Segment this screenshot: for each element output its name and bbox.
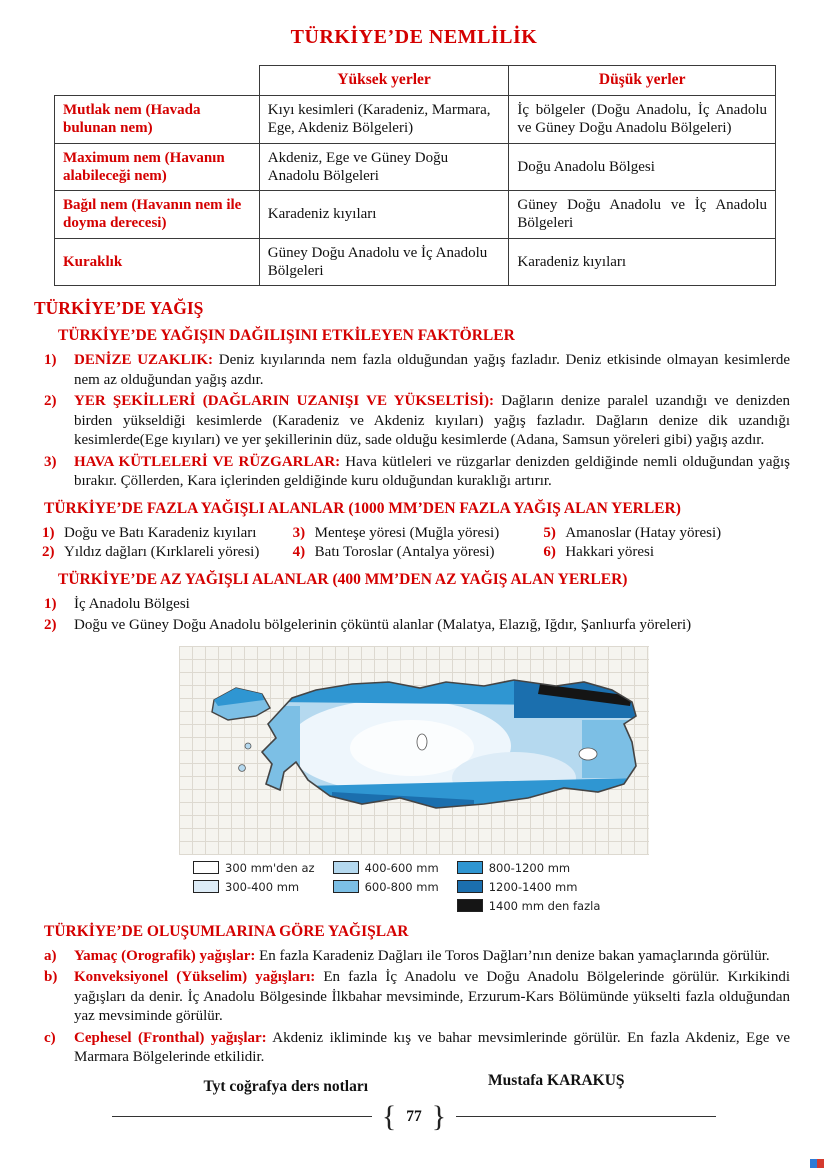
page-number-group <box>372 1099 456 1133</box>
item-lead: Konveksiyonel (Yükselim) yağışları: <box>74 969 316 986</box>
item-number: 1) <box>44 352 57 369</box>
footer-rule-left <box>112 1116 372 1117</box>
row-label: Bağıl nem (Havanın nem ile doyma derecesi) <box>55 191 260 239</box>
legend-swatch <box>193 861 219 874</box>
item-body <box>74 453 794 492</box>
list-item <box>42 543 293 563</box>
list-item <box>44 947 794 967</box>
legend-label: 800-1200 mm <box>488 860 571 875</box>
list-item <box>42 524 293 544</box>
item-text: Deniz kıyılarında nem fazla olduğundan yağış fazladır. Deniz etkisinde olmayan kesimlerde nem az olduğundan yağış azdır. <box>74 352 790 388</box>
item-body <box>74 968 794 1027</box>
list-item <box>293 543 544 563</box>
item-text: Hava kütleleri ve rüzgarlar denizden geldiğinde nemli olduğundan yağış bırakır. Çöllerden, Kara içlerinden geldiğinde kuru olduğundan kuraklığı artırır. <box>74 453 790 490</box>
map-grid-paper <box>179 646 649 855</box>
subheading-rain-types: TÜRKİYE’DE OLUŞUMLARINA GÖRE YAĞIŞLAR <box>44 922 409 940</box>
legend-label: 300 mm'den az <box>225 860 315 875</box>
item-lead: Cephesel (Fronthal) yağışlar: <box>74 1029 267 1046</box>
item-letter: c) <box>44 1029 56 1046</box>
item-lead: DENİZE UZAKLIK: <box>74 352 214 369</box>
table-row <box>55 238 776 286</box>
item-text: Hakkari yöresi <box>565 544 655 561</box>
table-row <box>55 191 776 239</box>
item-body <box>74 1029 794 1068</box>
item-text: İç Anadolu Bölgesi <box>74 595 190 612</box>
legend-item <box>457 899 601 913</box>
table-header-row <box>55 66 776 96</box>
cell-low: Güney Doğu Anadolu ve İç Anadolu Bölgeleri <box>509 191 776 239</box>
right-bracket: } <box>431 1099 447 1133</box>
rain-types-list <box>44 947 794 1068</box>
legend-item <box>333 880 439 894</box>
factors-list <box>44 351 794 492</box>
humidity-table <box>54 65 776 286</box>
list-item <box>44 968 794 1027</box>
legend-swatch <box>457 861 483 874</box>
list-item <box>293 524 544 544</box>
item-text: En fazla İç Anadolu ve Doğu Anadolu Bölgelerinde görülür. Kırkikindi yağışları da denir. İç Anadolu Bölgesinde İlkbahar mevsiminde, Erzurum-Kars Bölümünde yükselti fazla olduğundan yaz mevsiminde görülür. <box>74 969 790 1025</box>
item-text: Menteşe yöresi (Muğla yöresi) <box>314 524 500 541</box>
legend-swatch <box>457 880 483 893</box>
list-item <box>543 543 794 563</box>
item-number: 2) <box>44 617 57 634</box>
left-bracket: { <box>381 1099 397 1133</box>
legend-swatch <box>193 880 219 893</box>
subheading-factors: TÜRKİYE’DE YAĞIŞIN DAĞILIŞINI ETKİLEYEN FAKTÖRLER <box>58 327 515 345</box>
list-item <box>44 453 794 492</box>
list-item <box>44 1029 794 1068</box>
item-text: En fazla Karadeniz Dağları ile Toros Dağları’nın denize bakan yamaçlarında görülür. <box>255 947 770 964</box>
item-number: 1) <box>42 524 55 541</box>
row-label: Maximum nem (Havanın alabileceği nem) <box>55 143 260 191</box>
cell-low: İç bölgeler (Doğu Anadolu, İç Anadolu ve Güney Doğu Anadolu Bölgeleri) <box>509 95 776 143</box>
legend-swatch <box>333 880 359 893</box>
cell-high: Akdeniz, Ege ve Güney Doğu Anadolu Bölgeleri <box>259 143 509 191</box>
item-body <box>74 947 794 967</box>
item-number: 6) <box>543 544 556 561</box>
table-row <box>55 143 776 191</box>
item-text: Akdeniz ikliminde kış ve bahar mevsimlerinde görülür. En fazla Akdeniz, Ege ve Marmara Bölgelerinde etkilidir. <box>74 1029 790 1066</box>
high-rain-list <box>42 524 794 563</box>
legend-item <box>193 861 315 875</box>
col-header-low: Düşük yerler <box>509 66 776 96</box>
precipitation-map-figure <box>179 646 649 915</box>
item-number: 2) <box>42 544 55 561</box>
legend-column <box>193 861 315 913</box>
legend-swatch <box>457 899 483 912</box>
map-anatolia-fills <box>184 650 644 846</box>
turkey-precipitation-map <box>183 650 645 846</box>
map-legend <box>179 855 649 915</box>
legend-item <box>457 861 601 875</box>
page-title: TÜRKİYE’DE NEMLİLİK <box>290 26 538 48</box>
item-text: Yıldız dağları (Kırklareli yöresi) <box>64 544 260 561</box>
footer <box>34 1071 794 1096</box>
item-text: Batı Toroslar (Antalya yöresi) <box>314 544 495 561</box>
cell-low: Karadeniz kıyıları <box>509 238 776 286</box>
item-text: Amanoslar (Hatay yöresi) <box>565 524 722 541</box>
legend-item <box>193 880 315 894</box>
map-island <box>239 764 246 771</box>
list-item <box>44 351 794 390</box>
footer-rule-right <box>456 1116 716 1117</box>
item-number: 4) <box>292 544 306 561</box>
cell-high: Karadeniz kıyıları <box>259 191 509 239</box>
legend-label: 400-600 mm <box>364 860 439 875</box>
legend-label: 600-800 mm <box>364 879 439 894</box>
corner-artifact-blue <box>810 1159 817 1168</box>
item-body <box>74 392 794 451</box>
row-label: Mutlak nem (Havada bulunan nem) <box>55 95 260 143</box>
cell-high: Güney Doğu Anadolu ve İç Anadolu Bölgeleri <box>259 238 509 286</box>
legend-item <box>457 880 601 894</box>
page-number-row <box>34 1099 794 1133</box>
item-number: 3) <box>44 453 57 470</box>
item-body <box>74 351 794 390</box>
item-text: Dağların denize paralel uzandığı ve denizden birden yükseldiği kesimlerde (Karadeniz ve Akdeniz kıyıları) yağış fazladır. Dağların denize dik uzandığı kesimlerde(Ege kıyıları) ve yer şekillerinin düz, sade olduğu kesimlerde (Adana, Samsun yöreleri gibi) yağış azdır. <box>74 393 790 449</box>
legend-column <box>333 861 439 913</box>
list-item <box>44 616 794 636</box>
item-number: 5) <box>543 524 556 541</box>
footer-course-title: Tyt coğrafya ders notları <box>203 1077 369 1095</box>
item-lead: YER ŞEKİLLERİ (DAĞLARIN UZANIŞI VE YÜKSELTİSİ): <box>74 393 495 410</box>
map-lake-van <box>579 748 597 760</box>
corner-artifact-red <box>817 1159 824 1168</box>
legend-swatch <box>333 861 359 874</box>
item-lead: Yamaç (Orografik) yağışlar: <box>74 947 256 964</box>
map-island <box>245 743 251 749</box>
footer-author: Mustafa KARAKUŞ <box>488 1071 625 1089</box>
subheading-low-rain: TÜRKİYE’DE AZ YAĞIŞLI ALANLAR (400 MM’DEN AZ YAĞIŞ ALAN YERLER) <box>58 570 628 588</box>
section-heading-rainfall: TÜRKİYE’DE YAĞIŞ <box>34 298 204 319</box>
item-letter: a) <box>44 947 57 964</box>
low-rain-list <box>44 595 794 636</box>
item-number: 2) <box>44 393 57 410</box>
legend-label: 1400 mm den fazla <box>488 898 601 913</box>
cell-low: Doğu Anadolu Bölgesi <box>509 143 776 191</box>
map-lake-tuz <box>417 734 427 750</box>
list-item <box>44 392 794 451</box>
legend-label: 1200-1400 mm <box>488 879 578 894</box>
cell-high: Kıyı kesimleri (Karadeniz, Marmara, Ege, Akdeniz Bölgeleri) <box>259 95 509 143</box>
corner-artifact <box>810 1159 824 1168</box>
list-item <box>44 595 794 615</box>
page-number: 77 <box>406 1107 422 1125</box>
legend-label: 300-400 mm <box>225 879 300 894</box>
item-number: 3) <box>292 524 306 541</box>
legend-column <box>457 861 601 913</box>
table-corner-cell <box>55 66 260 96</box>
list-item <box>543 524 794 544</box>
item-lead: HAVA KÜTLELERİ VE RÜZGARLAR: <box>74 453 341 470</box>
item-letter: b) <box>44 969 58 986</box>
item-number: 1) <box>44 595 57 612</box>
item-text: Doğu ve Güney Doğu Anadolu bölgelerinin çöküntü alanlar (Malatya, Elazığ, Iğdır, Şanlıurfa yöreleri) <box>74 617 692 634</box>
table-row <box>55 95 776 143</box>
col-header-high: Yüksek yerler <box>259 66 509 96</box>
subheading-high-rain: TÜRKİYE’DE FAZLA YAĞIŞLI ALANLAR (1000 MM’DEN FAZLA YAĞIŞ ALAN YERLER) <box>44 499 681 517</box>
item-text: Doğu ve Batı Karadeniz kıyıları <box>64 524 257 541</box>
row-label: Kuraklık <box>55 238 260 286</box>
legend-item <box>333 861 439 875</box>
